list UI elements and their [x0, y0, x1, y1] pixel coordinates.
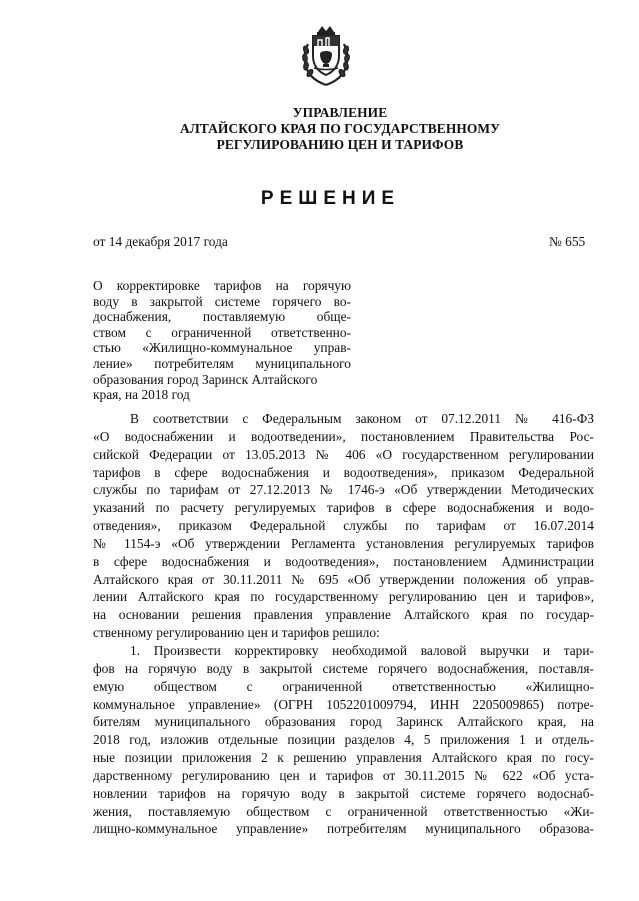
- subject-line: доснабжения, поставляемую обще-: [93, 309, 351, 325]
- subject-line: воду в закрытой системе горячего во-: [93, 293, 351, 309]
- body-line: в сфере водоснабжения и водоотведения», постановлением Администрации: [93, 553, 594, 569]
- body-line: лищно-коммунальное управление» потребителям муниципального образова-: [93, 821, 594, 837]
- body-line: Алтайского края от 30.11.2011 № 695 «Об утверждении положения об управ-: [93, 571, 594, 587]
- body-line: «О водоснабжении и водоотведении», постановлением Правительства Рос-: [93, 428, 594, 444]
- body-line: тарифов в сфере водоснабжения и водоотведения», приказом Федеральной: [93, 464, 594, 480]
- body-line: 2018 год, изложив отдельные позиции разделов 4, 5 приложения 1 и отдель-: [93, 732, 594, 748]
- body-line: отведения», приказом Федеральной службы по тарифам от 16.07.2014: [93, 518, 594, 534]
- document-body: [93, 410, 594, 838]
- body-line: дарственному регулированию цен и тарифов от 30.11.2015 № 622 «Об уста-: [93, 767, 594, 783]
- altai-krai-coat-of-arms-icon: [298, 22, 354, 88]
- body-line: указаний по расчету регулируемых тарифов в сфере водоснабжения и водо-: [93, 500, 594, 516]
- body-line: № 1154-э «Об утверждении Регламента установления регулируемых тарифов: [93, 535, 594, 551]
- document-date: от 14 декабря 2017 года: [93, 234, 228, 249]
- document-number: № 655: [549, 234, 586, 249]
- body-line: емую обществом с ограниченной ответственностью «Жилищно-: [93, 678, 594, 694]
- body-line: сийской Федерации от 13.05.2013 № 406 «О государственном регулировании: [93, 446, 594, 462]
- body-line: жения, поставляемую обществом с ограниченной ответственностью «Жи-: [93, 803, 594, 819]
- subject-line: ством с ограниченной ответственно-: [93, 324, 351, 340]
- body-line: службы по тарифам от 27.12.2013 № 1746-э «Об утверждении Методических: [93, 482, 594, 498]
- subject-line: О корректировке тарифов на горячую: [93, 278, 351, 293]
- org-name-line-3: РЕГУЛИРОВАНИЮ ЦЕН И ТАРИФОВ: [216, 137, 464, 152]
- document-type-title: РЕШЕНИЕ: [260, 188, 401, 209]
- org-name-line-1: УПРАВЛЕНИЕ: [292, 105, 388, 120]
- subject-line: образования город Заринск Алтайского: [93, 371, 318, 387]
- body-line: фов на горячую воду в закрытой системе горячего водоснабжения, поставля-: [93, 660, 594, 676]
- body-line: ные позиции приложения 2 к решению управления Алтайского края по госу-: [93, 750, 594, 766]
- body-line: новлении тарифов на горячую воду в закрытой системе горячего водоснаб-: [93, 785, 594, 801]
- body-line: В соответствии с Федеральным законом от 07.12.2011 № 416-ФЗ: [130, 411, 594, 426]
- subject-line: стью «Жилищно-коммунальное управ-: [93, 340, 351, 356]
- org-name-line-2: АЛТАЙСКОГО КРАЯ ПО ГОСУДАРСТВЕННОМУ: [179, 121, 501, 136]
- body-line: на основании решения правления управление Алтайского края по государ-: [93, 607, 594, 623]
- body-line: коммунальное управление» (ОГРН 1052201009794, ИНН 2205009865) потре-: [93, 696, 594, 712]
- body-line: бителям муниципального образования город Заринск Алтайского края, на: [93, 714, 594, 730]
- document-subject: [93, 278, 351, 403]
- subject-line: ление» потребителям муниципального: [93, 355, 351, 371]
- body-line: лении Алтайского края по государственному регулированию цен и тарифов»,: [93, 589, 594, 605]
- body-line: 1. Произвести корректировку необходимой валовой выручки и тари-: [130, 642, 594, 658]
- subject-line: края, на 2018 год: [93, 387, 190, 403]
- body-line: ственному регулированию цен и тарифов решило:: [93, 625, 380, 641]
